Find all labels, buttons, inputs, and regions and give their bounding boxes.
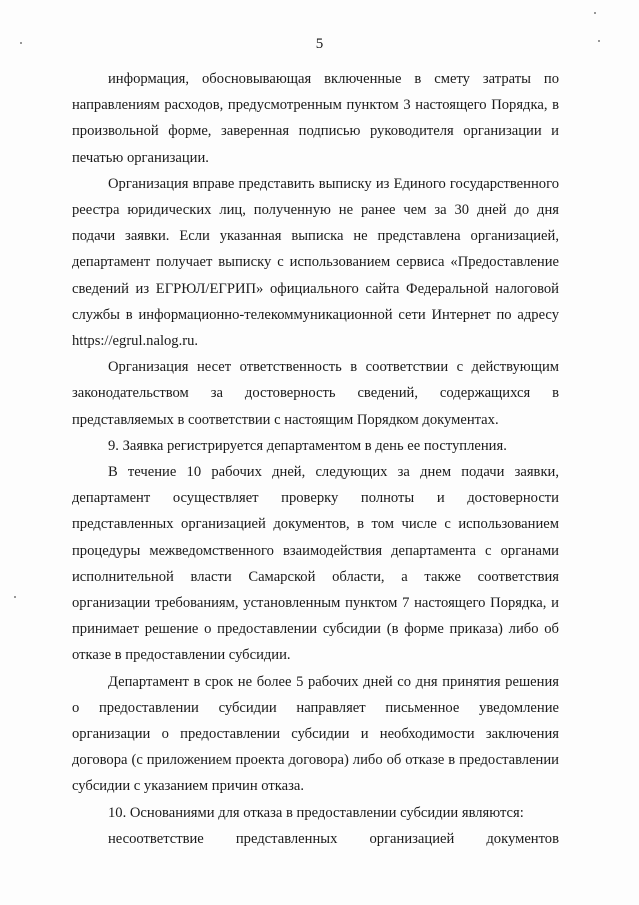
paragraph-notification: Департамент в срок не более 5 рабочих дней со дня принятия решения о предоставлении субсидии направляет письменное уведомление организации о предоставлении субсидии и необходимости заключения договора (с приложением проекта договора) либо об отказе в предоставлении субсидии с указанием причин отказа. [72, 673, 559, 795]
paragraph-9-registration: 9. Заявка регистрируется департаментом в день ее поступления. [108, 437, 507, 454]
paragraph-10-refusal-grounds: 10. Основаниями для отказа в предоставлении субсидии являются: [108, 804, 524, 821]
scan-speck [20, 42, 22, 44]
paragraph-smeta-justification: информация, обосновывающая включенные в смету затраты по направлениям расходов, предусмотренным пунктом 3 настоящего Порядка, в произвольной форме, заверенная подписью руководителя организации и печатью организации. [72, 71, 559, 166]
paragraph-refusal-ground-1: несоответствие представленных организацией документов [108, 830, 559, 847]
scan-speck [594, 12, 596, 14]
paragraph-verification: В течение 10 рабочих дней, следующих за днем подачи заявки, департамент осуществляет проверку полноты и достоверности представленных организацией документов, в том числе с использованием процедуры межведомственного взаимодействия департамента с органами исполнительной власти Самарской области, а также соответствия организации требованиям, установленным пунктом 7 настоящего Порядка, и принимает решение о предоставлении субсидии (в форме приказа) либо об отказе в предоставлении субсидии. [72, 464, 559, 664]
document-body [72, 66, 559, 852]
scan-speck [598, 40, 600, 42]
paragraph-responsibility: Организация несет ответственность в соответствии с действующим законодательством за достоверность сведений, содержащихся в представляемых в соответствии с настоящим Порядком документах. [72, 359, 559, 428]
page-number: 5 [315, 36, 324, 52]
scan-speck [14, 596, 16, 598]
paragraph-egrul-extract: Организация вправе представить выписку из Единого государственного реестра юридических лиц, полученную не ранее чем за 30 дней до дня подачи заявки. Если указанная выписка не представлена организацией, департамент получает выписку с использованием сервиса «Предоставление сведений из ЕГРЮЛ/ЕГРИП» официального сайта Федеральной налоговой службы в информационно-телекоммуникационной сети Интернет по адресу https://egrul.nalog.ru. [72, 175, 559, 350]
